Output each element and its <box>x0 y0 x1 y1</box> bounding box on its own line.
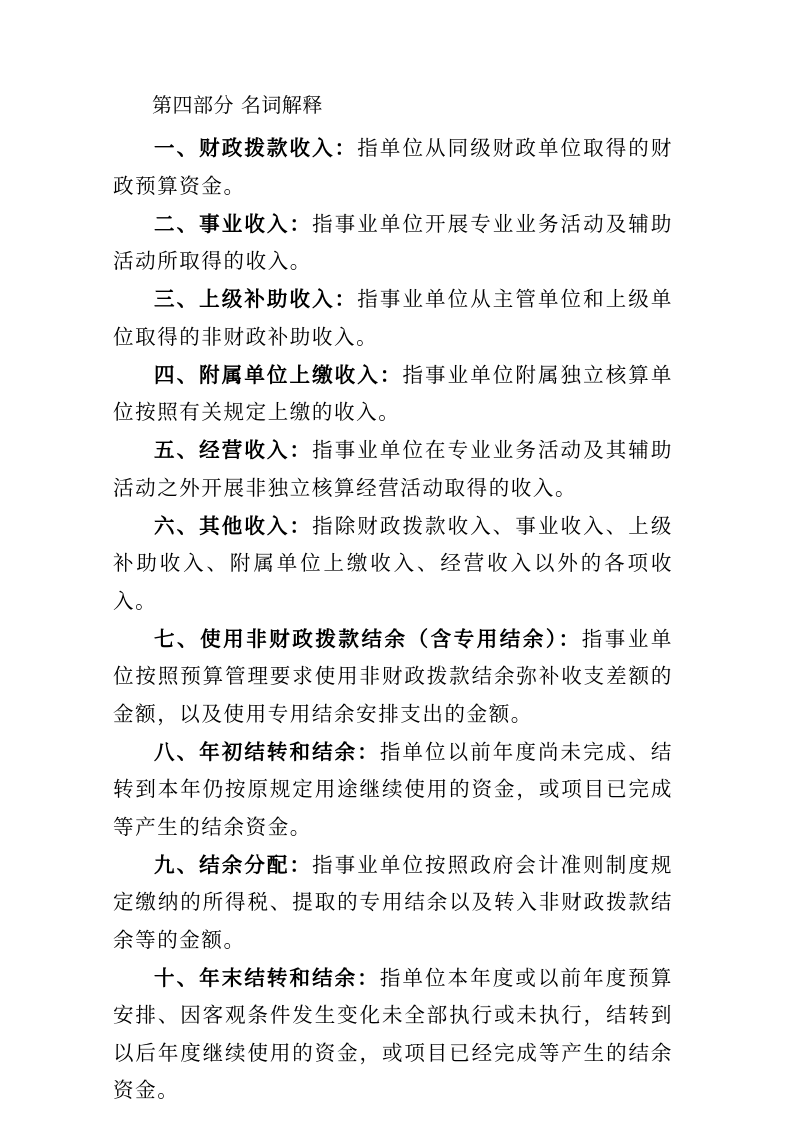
glossary-entry-2 <box>113 206 673 281</box>
glossary-entry-10 <box>113 960 673 1110</box>
term-definition: 指单位从同级财政单位取得的财政预算资金。 <box>113 136 673 198</box>
term-definition: 指单位本年度或以前年度预算安排、因客观条件发生变化未全部执行或未执行，结转到以后年度继续使用的资金，或项目已经完成等产生的结余资金。 <box>113 965 673 1102</box>
glossary-entry-8 <box>113 734 673 847</box>
term-label: 四、附属单位上缴收入： <box>154 362 403 387</box>
term-label: 五、经营收入： <box>154 438 313 462</box>
term-definition: 指事业单位按照政府会计准则制度规定缴纳的所得税、提取的专用结余以及转入非财政拨款结余等的金额。 <box>113 852 673 952</box>
term-label: 三、上级补助收入： <box>154 287 358 311</box>
glossary-entry-3 <box>113 281 673 356</box>
term-label: 九、结余分配： <box>154 852 313 877</box>
term-label: 一、财政拨款收入： <box>154 136 358 160</box>
glossary-entry-4 <box>113 357 673 432</box>
glossary-entry-9 <box>113 847 673 960</box>
term-label: 二、事业收入： <box>154 211 313 236</box>
term-label: 七、使用非财政拨款结余（含专用结余）： <box>154 626 582 651</box>
glossary-entry-1 <box>113 130 673 205</box>
term-label: 十、年末结转和结余： <box>154 965 380 990</box>
glossary-list <box>113 130 673 1110</box>
term-definition: 指除财政拨款收入、事业收入、上级补助收入、附属单位上缴收入、经营收入以外的各项收入。 <box>113 513 673 613</box>
term-definition: 指事业单位从主管单位和上级单位取得的非财政补助收入。 <box>113 287 673 349</box>
term-definition: 指单位以前年度尚未完成、结转到本年仍按原规定用途继续使用的资金，或项目已完成等产生的结余资金。 <box>113 739 673 839</box>
term-definition: 指事业单位附属独立核算单位按照有关规定上缴的收入。 <box>113 362 673 424</box>
term-definition: 指事业单位开展专业业务活动及辅助活动所取得的收入。 <box>113 211 673 273</box>
glossary-entry-7 <box>113 621 673 734</box>
term-label: 八、年初结转和结余： <box>154 739 380 764</box>
term-definition: 指事业单位在专业业务活动及其辅助活动之外开展非独立核算经营活动取得的收入。 <box>113 438 673 500</box>
section-title: 第四部分 名词解释 <box>152 93 323 117</box>
glossary-entry-6 <box>113 508 673 621</box>
term-definition: 指事业单位按照预算管理要求使用非财政拨款结余弥补收支差额的金额，以及使用专用结余安排支出的金额。 <box>113 626 673 726</box>
glossary-entry-5 <box>113 432 673 507</box>
term-label: 六、其他收入： <box>154 513 313 538</box>
